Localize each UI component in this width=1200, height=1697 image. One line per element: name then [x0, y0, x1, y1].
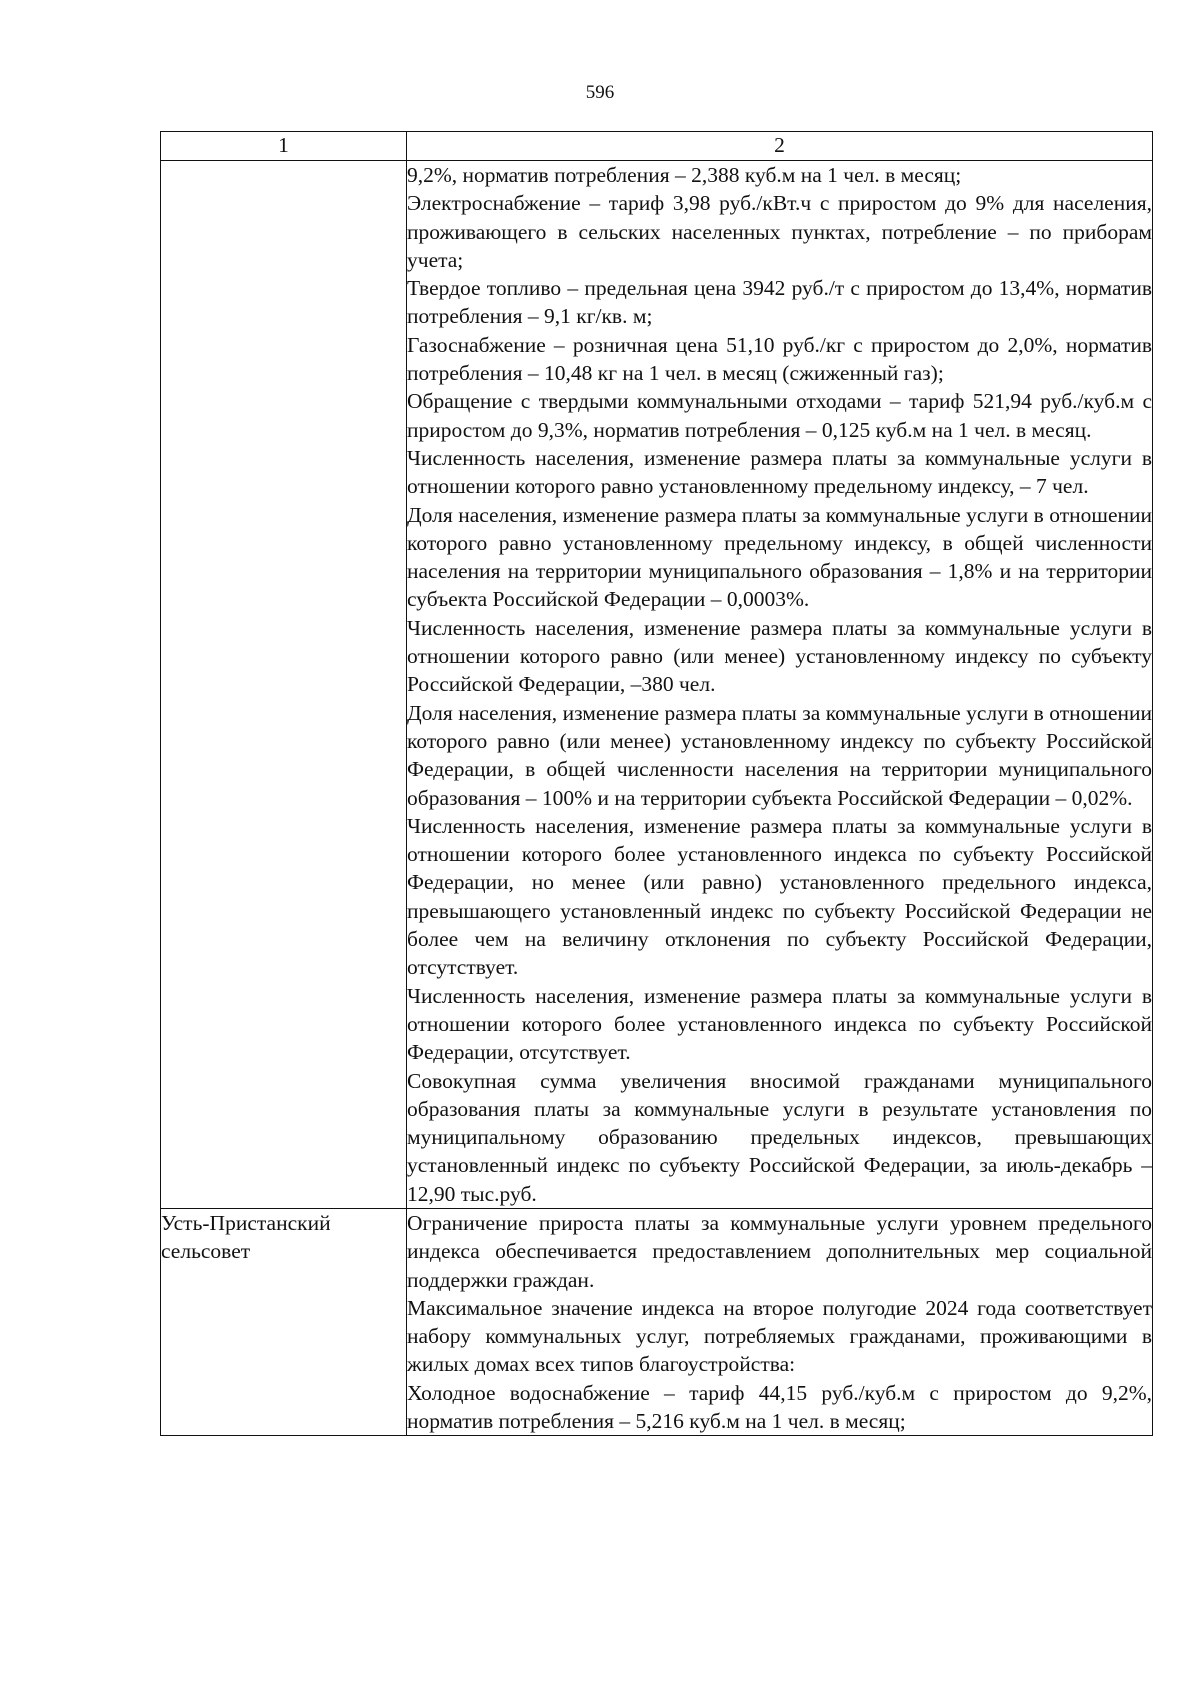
description-cell — [407, 161, 1153, 1209]
paragraph: Численность населения, изменение размера платы за коммунальные услуги в отношении которого более установленного индекса по субъекту Российской Федерации, но менее (или равно) установленного предельного индекса, превышающего установленный индекс по субъекту Российской Федерации не более чем на величину отклонения по субъекту Российской Федерации, отсутствует. — [407, 813, 1152, 980]
paragraph: Максимальное значение индекса на второе полугодие 2024 года соответствует набору коммунальных услуг, потребляемых гражданами, проживающими в жилых домах всех типов благоустройства: — [407, 1295, 1152, 1377]
description-cell — [407, 1208, 1153, 1435]
table-header-row — [161, 132, 1153, 161]
paragraph: 9,2%, норматив потребления – 2,388 куб.м на 1 чел. в месяц; — [407, 163, 962, 187]
paragraph: Электроснабжение – тариф 3,98 руб./кВт.ч с приростом до 9% для населения, проживающего в сельских населенных пунктах, потребление – по приборам учета; — [407, 191, 1152, 272]
paragraph: Ограничение прироста платы за коммунальные услуги уровнем предельного индекса обеспечивается предоставлением дополнительных мер социальной поддержки граждан. — [407, 1210, 1152, 1292]
page-number: 596 — [585, 82, 615, 103]
paragraph: Газоснабжение – розничная цена 51,10 руб./кг с приростом до 2,0%, норматив потребления – 10,48 кг на 1 чел. в месяц (сжиженный газ); — [407, 332, 1152, 386]
paragraph: Численность населения, изменение размера платы за коммунальные услуги в отношении которого равно (или менее) установленному индексу по субъекту Российской Федерации, –380 чел. — [407, 615, 1152, 697]
paragraph: Численность населения, изменение размера платы за коммунальные услуги в отношении которого равно установленному предельному индексу, – 7 чел. — [407, 445, 1152, 499]
paragraph: Холодное водоснабжение – тариф 44,15 руб./куб.м с приростом до 9,2%, норматив потребления – 5,216 куб.м на 1 чел. в месяц; — [407, 1380, 1152, 1434]
paragraph: Твердое топливо – предельная цена 3942 руб./т с приростом до 13,4%, норматив потребления – 9,1 кг/кв. м; — [407, 276, 1152, 329]
paragraph: Доля населения, изменение размера платы за коммунальные услуги в отношении которого равно установленному предельному индексу, в общей численности населения на территории муниципального образования – 1,8% и на территории субъекта Российской Федерации – 0,0003%. — [407, 502, 1152, 612]
paragraph: Доля населения, изменение размера платы за коммунальные услуги в отношении которого равно (или менее) установленному индексу по субъекту Российской Федерации, в общей численности населения на территории муниципального образования – 100% и на территории субъекта Российской Федерации – 0,02%. — [407, 700, 1152, 810]
tariff-table — [160, 131, 1153, 1436]
paragraph: Численность населения, изменение размера платы за коммунальные услуги в отношении которого более установленного индекса по субъекту Российской Федерации, отсутствует. — [407, 983, 1152, 1065]
table-row — [161, 161, 1153, 1209]
municipality-cell — [161, 161, 407, 1209]
column-header-1: 1 — [161, 132, 407, 161]
paragraph: Совокупная сумма увеличения вносимой гражданами муниципального образования платы за коммунальные услуги в результате установления по муниципальному образованию предельных индексов, превышающих установленный индекс по субъекту Российской Федерации, за июль-декабрь – 12,90 тыс.руб. — [407, 1068, 1152, 1206]
column-header-2: 2 — [407, 132, 1153, 161]
table-row — [161, 1208, 1153, 1435]
paragraph: Обращение с твердыми коммунальными отходами – тариф 521,94 руб./куб.м с приростом до 9,3%, норматив потребления – 0,125 куб.м на 1 чел. в месяц. — [407, 389, 1152, 442]
municipality-cell: Усть-Пристанский сельсовет — [161, 1208, 407, 1435]
